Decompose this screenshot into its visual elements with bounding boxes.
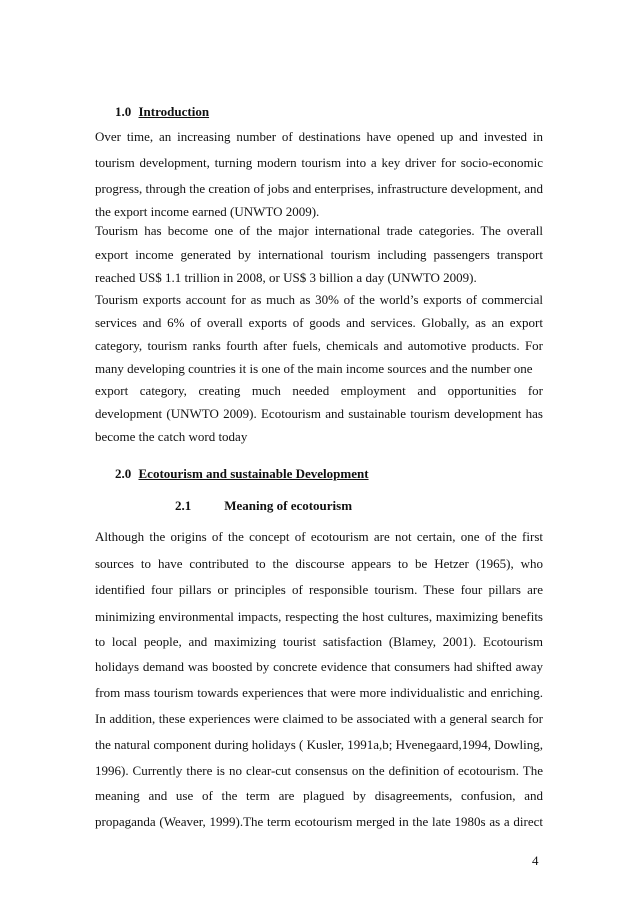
text-line: holidays demand was boosted by concrete evidence that consumers had shifted away [95, 659, 543, 674]
text-line: from mass tourism towards experiences that were more individualistic and enriching. [95, 685, 543, 700]
text-line: become the catch word today [95, 429, 248, 444]
text-line: Over time, an increasing number of destinations have opened up and invested in [95, 129, 543, 144]
subsection-number: 2.1 [175, 498, 192, 513]
section-title: Ecotourism and sustainable Development [138, 466, 369, 481]
section-heading-ecotourism [115, 466, 369, 482]
text-line: category, tourism ranks fourth after fuels, chemicals and automotive products. For [95, 338, 543, 353]
text-line: Although the origins of the concept of ecotourism are not certain, one of the first [95, 529, 543, 544]
section-number: 2.0 [115, 466, 132, 481]
text-line: export income generated by international tourism including passengers transport [95, 247, 543, 262]
text-line: meaning and use of the term are plagued by disagreements, confusion, and [95, 788, 543, 803]
text-line: the export income earned (UNWTO 2009). [95, 204, 320, 219]
text-line: Tourism exports account for as much as 30% of the world’s exports of commercial [95, 292, 543, 307]
text-line: propaganda (Weaver, 1999).The term ecotourism merged in the late 1980s as a direct [95, 814, 543, 829]
text-line: identified four pillars or principles of responsible tourism. These four pillars are [95, 582, 543, 597]
text-line: Tourism has become one of the major international trade categories. The overall [95, 223, 543, 238]
text-line: export category, creating much needed employment and opportunities for [95, 383, 543, 398]
subsection-title: Meaning of ecotourism [224, 498, 353, 513]
text-line: reached US$ 1.1 trillion in 2008, or US$ 3 billion a day (UNWTO 2009). [95, 270, 477, 285]
section-number: 1.0 [115, 104, 132, 119]
text-line: sources to have contributed to the discourse appears to be Hetzer (1965), who [95, 556, 543, 571]
text-line: the natural component during holidays ( Kusler, 1991a,b; Hvenegaard,1994, Dowling, [95, 737, 543, 752]
text-line: services and 6% of overall exports of goods and services. Globally, as an export [95, 315, 543, 330]
text-line: 1996). Currently there is no clear-cut consensus on the definition of ecotourism. The [95, 763, 543, 778]
section-heading-introduction [115, 104, 209, 120]
text-line: In addition, these experiences were claimed to be associated with a general search for [95, 711, 543, 726]
subsection-heading-meaning [175, 498, 352, 514]
page-number: 4 [532, 853, 539, 868]
section-title: Introduction [138, 104, 210, 119]
text-line: progress, through the creation of jobs and enterprises, infrastructure development, and [95, 181, 543, 196]
text-line: development (UNWTO 2009). Ecotourism and sustainable tourism development has [95, 406, 543, 421]
text-line: minimizing environmental impacts, respecting the host cultures, maximizing benefits [95, 609, 543, 624]
text-line: to local people, and maximizing tourist satisfaction (Blamey, 2001). Ecotourism [95, 634, 543, 649]
text-line: many developing countries it is one of the main income sources and the number one [95, 361, 533, 376]
text-line: tourism development, turning modern tourism into a key driver for socio-economic [95, 155, 543, 170]
